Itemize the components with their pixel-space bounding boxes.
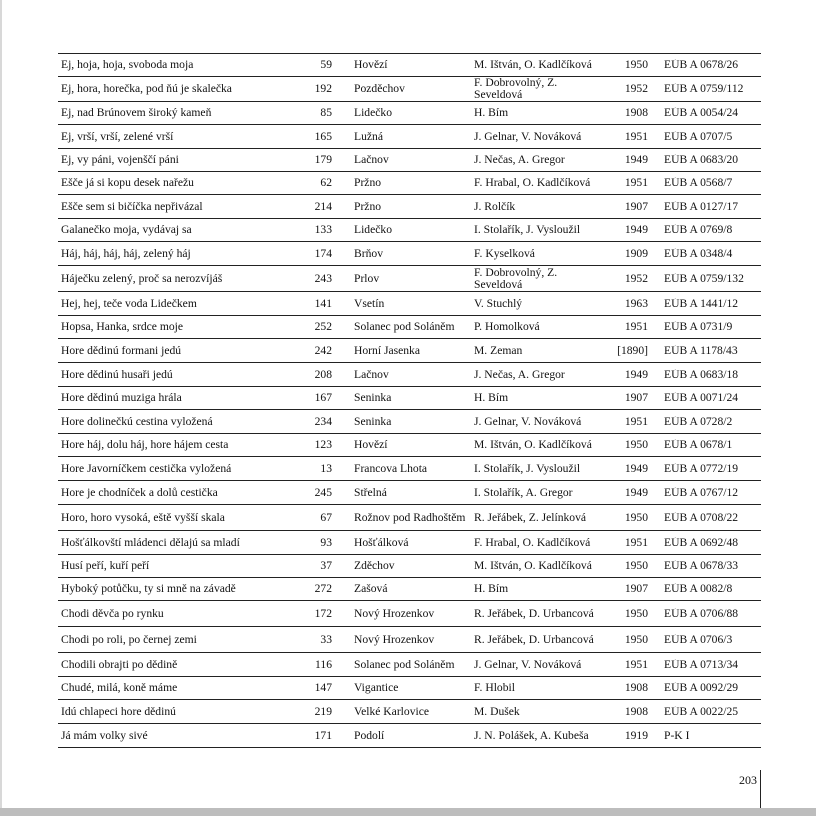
table-row [58, 54, 761, 77]
archive-reference: EÚB A 0678/1 [664, 439, 733, 451]
record-year: 1951 [624, 658, 648, 671]
song-title: Chodili obrajti po dědině [61, 658, 178, 671]
place-name: Zděchov [354, 560, 395, 572]
record-year: 1950 [624, 511, 648, 524]
table-row [58, 387, 761, 410]
table-row [58, 410, 761, 434]
place-name: Zašová [354, 583, 388, 595]
song-number: 174 [314, 247, 332, 260]
collector-names: H. Bím [474, 583, 509, 595]
record-year: 1951 [624, 177, 648, 189]
record-year: 1909 [624, 247, 648, 260]
collector-names: R. Jeřábek, D. Urbancová [474, 633, 594, 646]
place-name: Hošťálková [354, 536, 409, 549]
song-number: 116 [315, 658, 332, 671]
table-row [58, 700, 761, 724]
collector-names: F. Hrabal, O. Kadlčíková [474, 536, 591, 549]
collector-names: H. Bím [474, 107, 509, 119]
collector-names: H. Bím [474, 392, 509, 404]
record-year: 1949 [624, 462, 648, 475]
place-name: Seninka [354, 415, 392, 428]
place-name: Nový Hrozenkov [354, 607, 435, 620]
song-title: Hošťálkovští mládenci dělajú sa mladí [61, 536, 240, 549]
archive-reference: EÚB A 0092/29 [664, 682, 739, 694]
record-year: 1907 [624, 583, 648, 595]
collector-names: P. Homolková [474, 321, 540, 333]
archive-reference: EÚB A 0082/8 [664, 583, 733, 595]
place-name: Lidečko [354, 224, 392, 236]
place-name: Hovězí [354, 439, 388, 451]
place-name: Brňov [354, 247, 383, 260]
song-number: 179 [314, 154, 332, 166]
record-year: 1952 [624, 272, 648, 285]
table-row [58, 724, 761, 748]
song-number: 147 [314, 682, 332, 694]
place-name: Lidečko [354, 107, 392, 119]
archive-reference: EÚB A 0692/48 [664, 536, 739, 549]
song-title: Hopsa, Hanka, srdce moje [61, 321, 184, 333]
archive-reference: EÚB A 0728/2 [664, 415, 733, 428]
table-row [58, 481, 761, 505]
record-year: 1907 [624, 200, 648, 213]
archive-reference: EÚB A 0022/25 [664, 705, 739, 718]
record-year: 1951 [624, 536, 648, 549]
place-name: Nový Hrozenkov [354, 633, 435, 646]
song-title: Hore háj, dolu háj, hore hájem cesta [61, 439, 229, 451]
collector-names: F. Dobrovolný, Z. Seveldová [474, 77, 558, 101]
place-name: Vigantice [354, 682, 399, 694]
page-left-edge [0, 0, 2, 808]
record-year: [1890] [617, 344, 648, 357]
table-row [58, 457, 761, 481]
record-year: 1951 [624, 130, 648, 143]
table-row [58, 149, 761, 172]
collector-names: I. Stolařík, J. Vysloužil [474, 462, 581, 475]
record-year: 1951 [624, 415, 648, 428]
song-number: 219 [314, 705, 332, 718]
song-title: Ej, hora, horečka, pod ňú je skalečka [61, 83, 232, 95]
song-number: 252 [314, 321, 332, 333]
collector-names: M. Ištván, O. Kadlčíková [474, 560, 592, 572]
place-name: Lačnov [354, 154, 389, 166]
song-title: Háj, háj, háj, háj, zelený háj [61, 247, 191, 260]
place-name: Solanec pod Soláněm [354, 658, 455, 671]
place-name: Seninka [354, 392, 392, 404]
place-name: Horní Jasenka [354, 344, 421, 357]
song-title: Chodi děvča po rynku [61, 607, 164, 620]
song-number: 167 [314, 392, 332, 404]
archive-reference: EÚB A 0683/18 [664, 368, 739, 381]
archive-reference: EÚB A 0759/132 [664, 272, 744, 285]
collector-names: F. Kyselková [474, 247, 535, 260]
song-number: 243 [314, 272, 332, 285]
table-row [58, 219, 761, 242]
archive-reference: EÚB A 1178/43 [664, 344, 738, 357]
song-number: 245 [314, 486, 332, 499]
collector-names: I. Stolařík, A. Gregor [474, 486, 573, 499]
song-title: Horo, horo vysoká, eště vyšší skala [61, 511, 225, 524]
place-name: Hovězí [354, 59, 388, 71]
table-row [58, 555, 761, 578]
archive-reference: EÚB A 0348/4 [664, 247, 733, 260]
collector-names: F. Hrabal, O. Kadlčíková [474, 177, 591, 189]
archive-reference: EÚB A 1441/12 [664, 297, 739, 310]
archive-reference: P-K I [664, 729, 690, 742]
place-name: Střelná [354, 486, 387, 499]
table-row [58, 505, 761, 531]
song-number: 242 [314, 344, 332, 357]
table-row [58, 266, 761, 292]
record-year: 1949 [624, 368, 648, 381]
collector-names: I. Stolařík, J. Vysloužil [474, 224, 581, 236]
table-row [58, 531, 761, 555]
song-number: 234 [314, 415, 332, 428]
song-number: 93 [320, 536, 332, 549]
song-title: Ej, vy páni, vojenščí páni [61, 154, 179, 166]
collector-names: J. Gelnar, V. Nováková [474, 415, 582, 428]
collector-names: J. Gelnar, V. Nováková [474, 658, 582, 671]
song-number: 171 [314, 729, 332, 742]
collector-names: M. Ištván, O. Kadlčíková [474, 59, 592, 71]
archive-reference: EÚB A 0767/12 [664, 486, 739, 499]
archive-reference: EÚB A 0731/9 [664, 321, 733, 333]
table-row [58, 363, 761, 387]
record-year: 1908 [624, 705, 648, 718]
archive-reference: EÚB A 0706/88 [664, 607, 739, 620]
record-year: 1919 [624, 729, 648, 742]
archive-reference: EÚB A 0678/26 [664, 59, 739, 71]
collector-names: R. Jeřábek, Z. Jelínková [474, 511, 587, 524]
collector-names: F. Dobrovolný, Z. Seveldová [474, 266, 558, 291]
collector-names: J. Nečas, A. Gregor [474, 154, 565, 166]
song-title: Háječku zelený, proč sa nerozvíjáš [61, 272, 223, 285]
archive-reference: EÚB A 0772/19 [664, 462, 739, 475]
song-title: Hore dědinú muziga hrála [61, 392, 182, 404]
song-number: 33 [320, 633, 332, 646]
song-title: Hej, hej, teče voda Lidečkem [61, 297, 197, 310]
record-year: 1950 [624, 439, 648, 451]
song-title: Hore dolinečkú cestina vyložená [61, 415, 213, 428]
record-year: 1963 [624, 297, 648, 310]
song-title: Hore dědinú formani jedú [61, 344, 182, 357]
song-title: Ešče sem si bičíčka nepřivázal [61, 200, 203, 213]
song-title: Husí peří, kuří peří [61, 560, 150, 572]
song-number: 13 [320, 462, 332, 475]
song-number: 172 [314, 607, 332, 620]
record-year: 1949 [624, 224, 648, 236]
song-number: 123 [314, 439, 332, 451]
place-name: Podolí [354, 729, 385, 742]
song-number: 85 [320, 107, 332, 119]
place-name: Prlov [354, 272, 380, 285]
archive-reference: EÚB A 0759/112 [664, 83, 744, 95]
place-name: Pržno [354, 177, 382, 189]
song-title: Chudé, milá, koně máme [61, 682, 178, 694]
song-number: 37 [320, 560, 332, 572]
song-index-table [58, 53, 761, 748]
song-title: Ej, vrší, vrší, zelené vrší [61, 130, 174, 143]
archive-reference: EÚB A 0568/7 [664, 177, 733, 189]
song-title: Hyboký potůčku, ty si mně na závadě [61, 583, 236, 595]
table-row [58, 292, 761, 316]
table-row [58, 316, 761, 339]
archive-reference: EÚB A 0683/20 [664, 154, 739, 166]
song-title: Galanečko moja, vydávaj sa [61, 224, 192, 236]
song-number: 214 [314, 200, 332, 213]
archive-reference: EÚB A 0713/34 [664, 658, 739, 671]
song-number: 62 [320, 177, 332, 189]
song-number: 165 [314, 130, 332, 143]
song-title: Ej, nad Brúnovem široký kameň [61, 107, 212, 119]
place-name: Solanec pod Soláněm [354, 321, 455, 333]
table-row [58, 125, 761, 149]
place-name: Pržno [354, 200, 382, 213]
place-name: Lužná [354, 130, 383, 143]
song-title: Idú chlapeci hore dědinú [61, 705, 176, 718]
song-title: Ej, hoja, hoja, svoboda moja [61, 59, 194, 71]
record-year: 1908 [624, 107, 648, 119]
place-name: Lačnov [354, 368, 389, 381]
record-year: 1950 [624, 607, 648, 620]
place-name: Rožnov pod Radhoštěm [354, 511, 466, 524]
collector-names: M. Dušek [474, 705, 520, 718]
record-year: 1950 [624, 560, 648, 572]
table-row [58, 172, 761, 195]
table-row [58, 434, 761, 457]
collector-names: V. Stuchlý [474, 297, 523, 310]
song-number: 272 [314, 583, 332, 595]
record-year: 1950 [624, 59, 648, 71]
archive-reference: EÚB A 0769/8 [664, 224, 733, 236]
table-row [58, 653, 761, 677]
archive-reference: EÚB A 0708/22 [664, 511, 739, 524]
collector-names: F. Hlobil [474, 682, 515, 694]
record-year: 1952 [624, 83, 648, 95]
collector-names: J. Rolčík [474, 200, 516, 213]
table-row [58, 627, 761, 653]
song-number: 141 [314, 297, 332, 310]
song-number: 208 [314, 368, 332, 381]
place-name: Velké Karlovice [354, 705, 430, 718]
archive-reference: EÚB A 0127/17 [664, 200, 739, 213]
record-year: 1951 [624, 321, 648, 333]
page-number-rule [760, 770, 761, 810]
table-row [58, 242, 761, 266]
place-name: Francova Lhota [354, 462, 428, 475]
song-number: 133 [314, 224, 332, 236]
archive-reference: EÚB A 0707/5 [664, 130, 733, 143]
page-number: 203 [739, 773, 757, 787]
table-row [58, 601, 761, 627]
song-number: 59 [320, 59, 332, 71]
table-row [58, 77, 761, 102]
archive-reference: EÚB A 0054/24 [664, 107, 739, 119]
record-year: 1949 [624, 154, 648, 166]
page-bottom-edge [0, 808, 816, 816]
collector-names: J. Gelnar, V. Nováková [474, 130, 582, 143]
collector-names: J. Nečas, A. Gregor [474, 368, 565, 381]
place-name: Pozděchov [354, 83, 405, 95]
record-year: 1950 [624, 633, 648, 646]
song-number: 67 [320, 511, 332, 524]
record-year: 1949 [624, 486, 648, 499]
archive-reference: EÚB A 0706/3 [664, 633, 733, 646]
song-title: Ešče já si kopu desek nařežu [61, 177, 194, 189]
collector-names: J. N. Polášek, A. Kubeša [474, 729, 589, 742]
song-title: Hore je chodníček a dolů cestička [61, 486, 218, 499]
archive-reference: EÚB A 0678/33 [664, 560, 739, 572]
collector-names: M. Zeman [474, 344, 523, 357]
table-row [58, 339, 761, 363]
table-row [58, 195, 761, 219]
collector-names: M. Ištván, O. Kadlčíková [474, 439, 592, 451]
place-name: Vsetín [354, 297, 385, 310]
collector-names: R. Jeřábek, D. Urbancová [474, 607, 594, 620]
song-title: Hore Javorníčkem cestička vyložená [61, 462, 232, 475]
record-year: 1907 [624, 392, 648, 404]
table-row [58, 578, 761, 601]
song-title: Chodi po roli, po černej zemi [61, 633, 197, 646]
song-title: Já mám volky sivé [61, 729, 148, 742]
table-row [58, 677, 761, 700]
song-number: 192 [314, 83, 332, 95]
archive-reference: EÚB A 0071/24 [664, 392, 739, 404]
table-row [58, 102, 761, 125]
record-year: 1908 [624, 682, 648, 694]
song-title: Hore dědinú husaři jedú [61, 368, 173, 381]
